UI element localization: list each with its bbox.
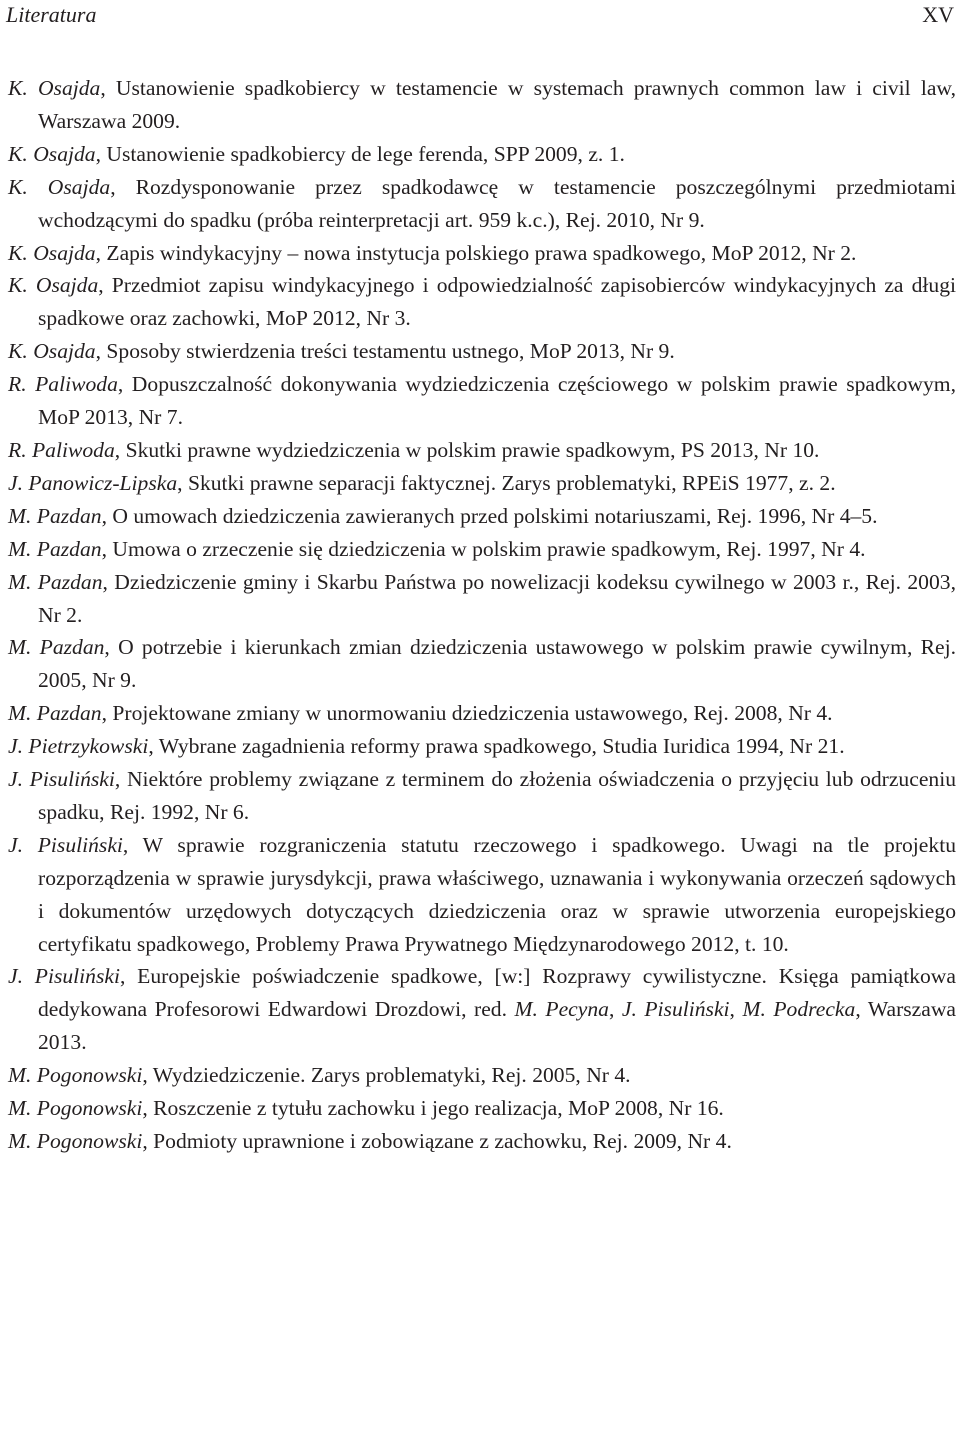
entry-text: , O potrzebie i kierunkach zmian dziedziczenia ustawowego w polskim prawie cywilnym, Rej. 2005, Nr 9.: [38, 635, 956, 693]
entry-text: , Ustanowienie spadkobiercy de lege ferenda, SPP 2009, z. 1.: [95, 141, 625, 166]
bibliography-entry: [8, 1092, 956, 1125]
entry-author: K. Osajda: [8, 141, 96, 166]
entry-text: , Roszczenie z tytułu zachowku i jego realizacja, MoP 2008, Nr 16.: [142, 1096, 724, 1121]
entry-author: M. Pazdan: [8, 569, 103, 594]
bibliography-entry: [8, 1059, 956, 1092]
bibliography-entry: [8, 138, 956, 171]
entry-author: R. Paliwoda: [8, 437, 115, 462]
entry-author: J. Pisuliński: [8, 767, 115, 792]
entry-text: , Zapis windykacyjny – nowa instytucja polskiego prawa spadkowego, MoP 2012, Nr 2.: [95, 240, 857, 265]
entry-text: , Dopuszczalność dokonywania wydziedziczenia częściowego w polskim prawie spadkowym, MoP 2013, Nr 7.: [38, 372, 956, 430]
entry-text: , Dziedziczenie gminy i Skarbu Państwa po nowelizacji kodeksu cywilnego w 2003 r., Rej. 2003, Nr 2.: [38, 569, 956, 627]
entry-editor: M. Podrecka: [742, 997, 856, 1022]
entry-author: M. Pazdan: [8, 503, 102, 528]
entry-text: , Ustanowienie spadkobiercy w testamencie w systemach prawnych common law i civil law, Warszawa 2009.: [38, 76, 956, 133]
entry-author: K. Osajda: [8, 76, 101, 100]
bibliography-entry: [8, 697, 956, 730]
entry-text: , Przedmiot zapisu windykacyjnego i odpowiedzialność zapisobierców windykacyjnych za długi spadkowe oraz zachowki, MoP 2012, Nr 3.: [38, 273, 956, 331]
entry-text: , Skutki prawne wydziedziczenia w polskim prawie spadkowym, PS 2013, Nr 10.: [114, 437, 820, 462]
entry-text: , Projektowane zmiany w unormowaniu dziedziczenia ustawowego, Rej. 2008, Nr 4.: [101, 701, 833, 726]
entry-text: , Wydziedziczenie. Zarys problematyki, Rej. 2005, Nr 4.: [142, 1063, 631, 1088]
entry-text: , W sprawie rozgraniczenia statutu rzeczowego i spadkowego. Uwagi na tle projektu rozporządzenia w sprawie jurysdykcji, prawa właściwego, uznawania i wykonywania orzeczeń sądowych i dokumentów urzędowych dotyczących dziedziczenia oraz w sprawie utworzenia europejskiego certyfikatu spadkowego, Problemy Prawa Prywatnego Międzynarodowego 2012, t. 10.: [38, 832, 956, 956]
entry-text: , O umowach dziedziczenia zawieranych przed polskimi notariuszami, Rej. 1996, Nr 4–5.: [101, 503, 878, 528]
entry-separator: ,: [729, 997, 743, 1022]
section-title: Literatura: [6, 2, 97, 27]
entry-author: K. Osajda: [8, 240, 96, 265]
bibliography-entry: [8, 368, 956, 434]
bibliography-entry: [8, 500, 956, 533]
running-header: [6, 0, 954, 34]
bibliography-entry: [8, 467, 956, 500]
entry-author: M. Pogonowski: [8, 1096, 143, 1121]
bibliography-entry: [8, 1125, 956, 1158]
entry-tail: , Warszawa 2013.: [38, 997, 957, 1055]
entry-text: , Sposoby stwierdzenia treści testamentu ustnego, MoP 2013, Nr 9.: [95, 339, 675, 364]
bibliography-list: [8, 72, 956, 1158]
bibliography-entry: [8, 72, 956, 138]
entry-text: , Wybrane zagadnienia reformy prawa spadkowego, Studia Iuridica 1994, Nr 21.: [148, 734, 845, 759]
bibliography-entry: [8, 237, 956, 270]
bibliography-entry: [8, 730, 956, 763]
entry-author: M. Pogonowski: [8, 1063, 143, 1088]
bibliography-entry: [8, 533, 956, 566]
bibliography-entry: [8, 960, 956, 1059]
entry-text: , Niektóre problemy związane z terminem do złożenia oświadczenia o przyjęciu lub odrzuceniu spadku, Rej. 1992, Nr 6.: [38, 767, 956, 824]
entry-author: K. Osajda: [8, 174, 111, 199]
page-number: XV: [922, 2, 954, 27]
entry-editor: J. Pisuliński: [621, 997, 730, 1022]
bibliography-entry: [8, 631, 956, 697]
entry-author: K. Osajda: [8, 273, 99, 298]
entry-author: J. Pietrzykowski: [8, 734, 149, 759]
entry-text: , Skutki prawne separacji faktycznej. Zarys problematyki, RPEiS 1977, z. 2.: [177, 470, 836, 495]
entry-separator: ,: [608, 997, 622, 1022]
bibliography-entry: [8, 335, 956, 368]
bibliography-entry: [8, 269, 956, 335]
bibliography-entry: [8, 763, 956, 829]
entry-author: M. Pazdan: [8, 635, 105, 660]
entry-author: J. Panowicz-Lipska: [8, 470, 178, 495]
entry-author: R. Paliwoda: [8, 372, 118, 397]
entry-text: , Rozdysponowanie przez spadkodawcę w testamencie poszczególnymi przedmiotami wchodzącymi do spadku (próba reinterpretacji art. 959 k.c.), Rej. 2010, Nr 9.: [38, 174, 956, 232]
bibliography-entry: [8, 434, 956, 467]
entry-text: , Umowa o zrzeczenie się dziedziczenia w polskim prawie spadkowym, Rej. 1997, Nr 4.: [101, 536, 866, 561]
entry-author: J. Pisuliński: [8, 832, 123, 857]
entry-text: , Podmioty uprawnione i zobowiązane z zachowku, Rej. 2009, Nr 4.: [142, 1129, 732, 1153]
bibliography-entry: [8, 566, 956, 632]
entry-author: K. Osajda: [8, 339, 96, 364]
entry-author: M. Pazdan: [8, 536, 102, 561]
entry-author: J. Pisuliński: [8, 964, 120, 989]
bibliography-entry: [8, 171, 956, 237]
entry-author: M. Pazdan: [8, 701, 102, 726]
bibliography-entry: [8, 829, 956, 961]
entry-text: , Europejskie poświadczenie spadkowe, [w:] Rozprawy cywilistyczne. Księga pamiątkowa dedykowana Profesorowi Edwardowi Drozdowi, red.: [38, 964, 956, 1022]
entry-author: M. Pogonowski: [8, 1129, 143, 1153]
entry-editor: M. Pecyna: [514, 997, 609, 1022]
